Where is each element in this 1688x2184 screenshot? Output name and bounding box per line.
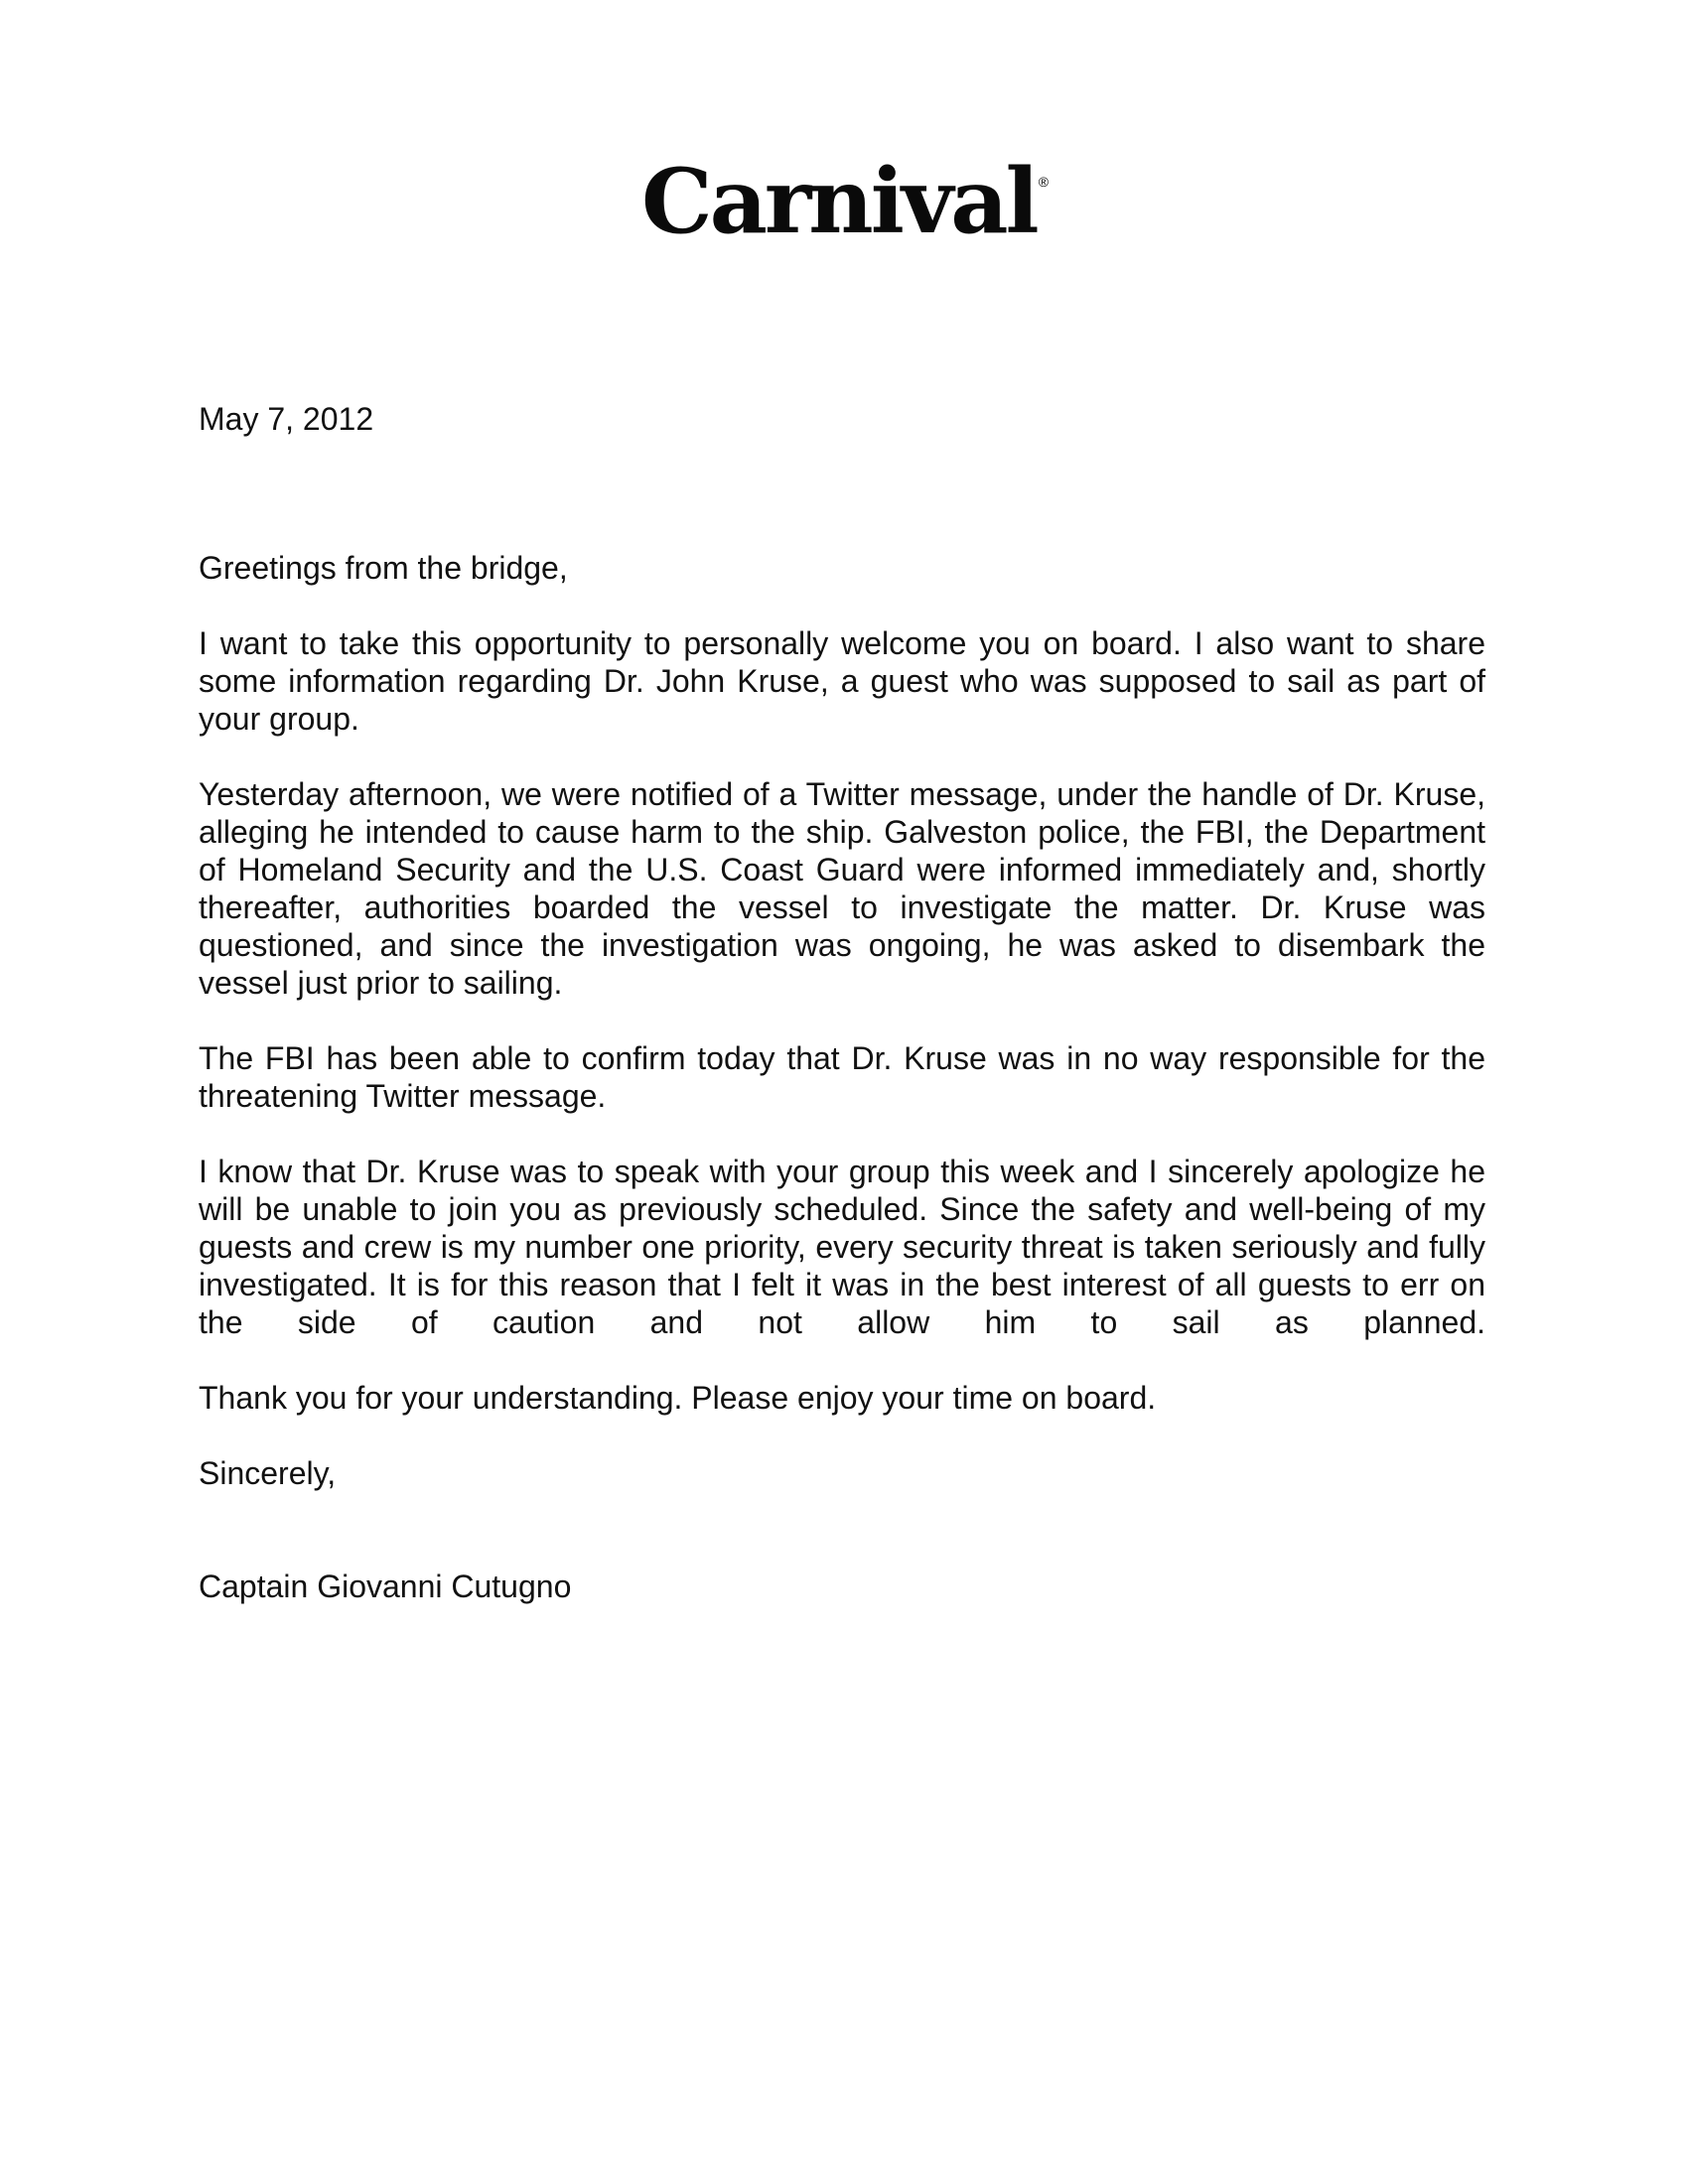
letter-body	[199, 400, 1485, 1605]
letter-paragraph-incident: Yesterday afternoon, we were notified of a Twitter message, under the handle of Dr. Kruse, alleging he intended to cause harm to the ship. Galveston police, the FBI, the Department of Homeland Security and the U.S. Coast Guard were informed immediately and, shortly thereafter, authorities boarded the vessel to investigate the matter. Dr. Kruse was questioned, and since the investigation was ongoing, he was asked to disembark the vessel just prior to sailing.	[199, 776, 1485, 1001]
letter-paragraph-apology: I know that Dr. Kruse was to speak with your group this week and I sincerely apologize he will be unable to join you as previously scheduled. Since the safety and well-being of my guests and crew is my number one priority, every security threat is taken seriously and fully investigated. It is for this reason that I felt it was in the best interest of all guests to err on the side of caution and not allow him to sail as planned.	[199, 1154, 1485, 1340]
letter-paragraph-thanks: Thank you for your understanding. Please enjoy your time on board.	[199, 1380, 1157, 1416]
letter-signature: Captain Giovanni Cutugno	[199, 1569, 572, 1604]
registered-mark: ®	[1038, 174, 1050, 190]
logo-text: Carnival	[640, 149, 1037, 254]
letter-closing: Sincerely,	[199, 1455, 337, 1491]
letter-salutation: Greetings from the bridge,	[199, 550, 568, 586]
letter-date: May 7, 2012	[199, 401, 374, 437]
letter-paragraph-fbi: The FBI has been able to confirm today that Dr. Kruse was in no way responsible for the threatening Twitter message.	[199, 1040, 1485, 1114]
carnival-logo	[0, 149, 1688, 254]
letter-paragraph-welcome: I want to take this opportunity to personally welcome you on board. I also want to share some information regarding Dr. John Kruse, a guest who was supposed to sail as part of your group.	[199, 625, 1485, 737]
